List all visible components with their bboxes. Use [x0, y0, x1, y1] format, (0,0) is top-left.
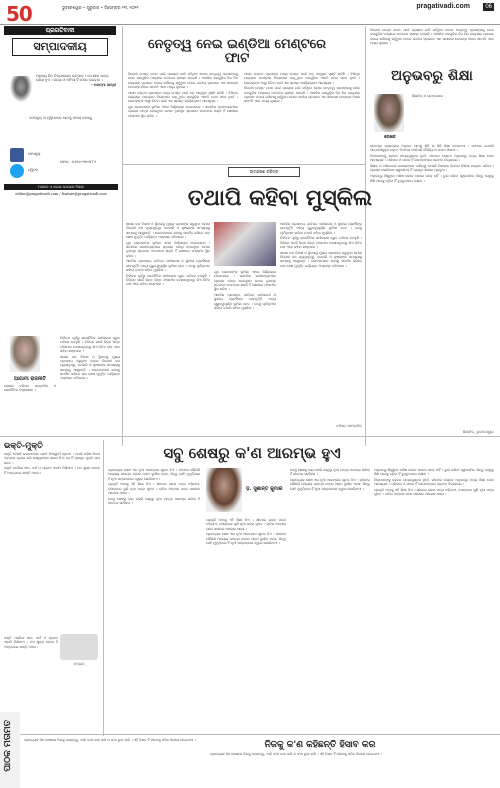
bottom-headline: ସବୁ ଶେଷରୁ କ'ଣ ଆରମ୍ଭ ହୁଏ	[163, 444, 341, 462]
strip-text-right: ପ୍ରତ୍ୟେକ ଦିନ ଶେଷରେ ନିଜକୁ ପଚାରନ୍ତୁ, ଆଜି କ'ଣ ଭଲ କଲି ଓ କ'ଣ ଭୁଲ କଲି । ଏହି ହିସାବ ହିଁ ଜୀବନକୁ ସଠିକ ଦିଗରେ ନେଇଯାଏ ।	[210, 752, 382, 756]
main-para: ଆଞ୍ଚଳିକ ପ୍ରସଙ୍ଗ, ଜାତିଗତ ସମୀକରଣ ଓ ସ୍ଥାନୀୟ ପ୍ରାର୍ଥୀଙ୍କ ଭାବମୂର୍ତ୍ତି ମଧ୍ୟ ଗୁରୁତ୍ୱପୂର୍ଣ୍ଣ ଭୂମିକା ନେବ । ତେଣୁ ପୂର୍ବାନୁମାନ କରିବା ତଥାପି କହିବା ମୁସ୍କିଲ ।	[280, 222, 362, 235]
top-para: ଆସନ ବଣ୍ଟନ ପ୍ରସଙ୍ଗ ମଧ୍ୟ ମେଣ୍ଟ ପାଇଁ ବଡ଼ ଆହ୍ୱାନ ସୃଷ୍ଟି କରିଛି । ବିଭିନ୍ନ ରାଜ୍ୟରେ ପରସ୍ପର ବିରୋଧରେ ଲଢ଼ୁଥିବା ଦଳଗୁଡ଼ିକ ଏକାଠି ହେବା ସହଜ ନୁହେଁ । ଭୋଟରଙ୍କ ଆସ୍ଥା ଜିତିବା ପାଇଁ ଏକ ସ୍ପଷ୍ଟ କାର୍ଯ୍ୟକ୍ରମ ଆବଶ୍ୟକ ।	[128, 90, 238, 104]
bhakti-body	[4, 452, 100, 632]
right-top-para: ବିରୋଧୀ ମେଣ୍ଟ ଗଠନ ପାଇଁ ପ୍ରୟାସ ଜାରି ରହିଥିବା ବେଳେ ନେତୃତ୍ୱ ପ୍ରସଙ୍ଗକୁ ନେଇ ଦଳଗୁଡ଼ିକ ମଧ୍ୟରେ ମତଭେଦ ସ୍ପଷ୍ଟ ହୋଇଛି । ଆଞ୍ଚଳିକ ଦଳଗୁଡ଼ିକ ନିଜ ନିଜ ରାଜ୍ୟରେ ପ୍ରଭାବ ବଜାୟ ରଖିବାକୁ ଚାହୁଁଥିବା ବେଳେ ଜାତୀୟ ସ୍ତରରେ ଏକ ସାଧାରଣ ନେତାଙ୍କ ନାଁରେ ସହମତି ଏବେ ମଧ୍ୟ ଦୂରରେ ।	[370, 28, 494, 45]
main-para: ଯୁବ ଭୋଟରଙ୍କ ଭୂମିକା ଏଥର ନିର୍ଣ୍ଣାୟକ ହୋଇପାରେ । ସାମାଜିକ ଗଣମାଧ୍ୟମରେ ପ୍ରଚାର ତୀବ୍ର ହୋଇଥିବା ବେଳେ ତୃଣମୂଳ ସ୍ତରରେ ସଂଗଠନର ଶକ୍ତି ହିଁ ଶେଷରେ ଫଳାଫଳ ସ୍ଥିର କରିବ ।	[214, 270, 276, 292]
quote-text: ମନୁଷ୍ୟ ନିଜ ଚିନ୍ତାଧାରାର ଉତ୍ପାଦ । ସେ ଯାହା ଭାବେ, ସେୟା ହୁଏ । ସତ୍ୟ ଓ ଅହିଂସା ହିଁ ମୋର ଭଗବାନ ।	[36, 74, 110, 83]
top-para: ଆସନ ବଣ୍ଟନ ପ୍ରସଙ୍ଗ ମଧ୍ୟ ମେଣ୍ଟ ପାଇଁ ବଡ଼ ଆହ୍ୱାନ ସୃଷ୍ଟି କରିଛି । ବିଭିନ୍ନ ରାଜ୍ୟରେ ପରସ୍ପର ବିରୋଧରେ ଲଢ଼ୁଥିବା ଦଳଗୁଡ଼ିକ ଏକାଠି ହେବା ସହଜ ନୁହେଁ । ଭୋଟରଙ୍କ ଆସ୍ଥା ଜିତିବା ପାଇଁ ଏକ ସ୍ପଷ୍ଟ କାର୍ଯ୍ୟକ୍ରମ ଆବଶ୍ୟକ ।	[244, 72, 360, 85]
bhakti-image	[60, 634, 98, 660]
main-para: ଶାସକ ଦଳ ବିକାଶ ଓ ସ୍ଥିରତାକୁ ମୁଖ୍ୟ ପ୍ରସଙ୍ଗ କରୁଥିବା ବେଳେ ବିରୋଧୀ ଦଳ ମୂଲ୍ୟବୃଦ୍ଧି, ବେକାରି ଓ କୃଷକଙ୍କ ସମସ୍ୟାକୁ ସାମ୍ନାକୁ ଆଣୁଛନ୍ତି । ଭୋଟରମାନେ କାହାକୁ ସମର୍ଥନ କରିବେ ତାହା ଶେଷ ମୁହୂର୍ତ୍ତ ପର୍ଯ୍ୟନ୍ତ ଅସ୍ପଷ୍ଟ ରହିପାରେ ।	[126, 222, 210, 239]
bottom-para: ପ୍ରକୃତି ଆମକୁ ଏହି ଶିକ୍ଷା ଦିଏ । ଶୀତରେ ଗଛର ପତ୍ର ଝଡ଼ିଯାଏ, ବସନ୍ତରେ ପୁଣି ନୂଆ ପତ୍ର ଫୁଟେ । ରାତିର ଅନ୍ଧାର ପରେ ସକାଳର ଆଲୋକ ଆସେ ।	[108, 482, 200, 495]
editorial-heading: ସମ୍ପାଦକୀୟ	[12, 38, 108, 56]
bottom-para: ପିଲାମାନଙ୍କୁ କେବଳ ପାଠ୍ୟପୁସ୍ତକ ନୁହେଁ, ଜୀବନର ବାସ୍ତବ ଅନୁଭବରୁ ମଧ୍ୟ ଶିକ୍ଷା ଦେବା ଆବଶ୍ୟକ । ପରିବାର ଓ ସମାଜ ହିଁ ସେମାନଙ୍କର ପ୍ରଥମ ବିଦ୍ୟାଳୟ ।	[374, 478, 494, 487]
right-headline: ଅନୁଭବରୁ ଶିକ୍ଷା	[391, 68, 473, 84]
bhakti-para: ଭକ୍ତି ମାର୍ଗରେ ଜ୍ଞାନ, କର୍ମ ଓ ପ୍ରେମ ଏକାଠି ମିଶିଥାଏ । ମନ ଶୁଦ୍ଧ ହେଲେ ହିଁ ଅନ୍ତରରେ ଶାନ୍ତି ଆସେ ।	[4, 636, 58, 649]
address-bar: ମତାମତ ଓ ଲେଖା ପଠାଇବା ଠିକଣା	[4, 184, 118, 190]
right-footer-tag: ଶିକ୍ଷାବିତ୍, ଭୁବନେଶ୍ୱର	[462, 430, 494, 434]
contact-email[interactable]: editor@pragativadi.com / feature@pragativadi.com	[15, 192, 107, 196]
author-photo	[10, 336, 40, 372]
article-photo	[214, 222, 276, 266]
main-para: ନିର୍ବାଚନ ପୂର୍ବରୁ ରାଜନୈତିକ ସମୀକରଣ ଦ୍ରୁତ ଗତିରେ ବଦଳୁଛି । ବିଭିନ୍ନ ସର୍ଭେ ଭିନ୍ନ ଭିନ୍ନ ଫଳାଫଳ ଦେଖାଉଥିବାରୁ କିଏ ଜିତିବ ତାହା ଏବେ କହିବା କଷ୍ଟକର ।	[280, 236, 362, 249]
bottom-col1	[108, 468, 200, 730]
site-url[interactable]: pragativadi.com	[416, 3, 470, 10]
reader-corner-label: ପାଠକ ମତାମତ	[3, 720, 13, 772]
bottom-col4	[374, 468, 494, 730]
social-icons	[4, 144, 118, 180]
strip-text-left: ପ୍ରତ୍ୟେକ ଦିନ ଶେଷରେ ନିଜକୁ ପଚାରନ୍ତୁ, ଆଜି କ'ଣ ଭଲ କଲି ଓ କ'ଣ ଭୁଲ କଲି । ଏହି ହିସାବ ହିଁ ଜୀବନକୁ ସଠିକ ଦିଗରେ ନେଇଯାଏ ।	[24, 738, 196, 742]
bottom-para: ତେଣୁ ଶେଷକୁ ଭୟ ନକରି ସେଥିରୁ ନୂଆ ଯାତ୍ରା ଆରମ୍ଭ କରିବା ହିଁ ଜୀବନର ସାର୍ଥକତା ।	[108, 496, 200, 506]
bottom-para: ଅନୁଭବରୁ ଶିଖୁଥିବା ମଣିଷ କେବେ ପଛରେ ପଡ଼େ ନାହିଁ । ଭୁଲ କରିବା ସ୍ୱାଭାବିକ, କିନ୍ତୁ ସେଥିରୁ ଶିଖି ଆଗକୁ ବଢ଼ିବା ହିଁ ବୁଦ୍ଧିମାନର ଲକ୍ଷଣ ।	[374, 468, 494, 477]
main-para: ଆଞ୍ଚଳିକ ପ୍ରସଙ୍ଗ, ଜାତିଗତ ସମୀକରଣ ଓ ସ୍ଥାନୀୟ ପ୍ରାର୍ଥୀଙ୍କ ଭାବମୂର୍ତ୍ତି ମଧ୍ୟ ଗୁରୁତ୍ୱପୂର୍ଣ୍ଣ ଭୂମିକା ନେବ । ତେଣୁ ପୂର୍ବାନୁମାନ କରିବା ତଥାପି କହିବା ମୁସ୍କିଲ ।	[126, 259, 210, 272]
main-para: ନିର୍ବାଚନ ପୂର୍ବରୁ ରାଜନୈତିକ ସମୀକରଣ ଦ୍ରୁତ ଗତିରେ ବଦଳୁଛି । ବିଭିନ୍ନ ସର୍ଭେ ଭିନ୍ନ ଭିନ୍ନ ଫଳାଫଳ ଦେଖାଉଥିବାରୁ କିଏ ଜିତିବ ତାହା ଏବେ କହିବା କଷ୍ଟକର ।	[60, 336, 120, 353]
social-label: ଫେସବୁକ୍ ଓ ଟ୍ୱିଟରରେ ଆମକୁ ଫଲୋ କରନ୍ତୁ	[29, 116, 93, 120]
right-bio: ଶିକ୍ଷାବିତ୍ ଓ ସ୍ତମ୍ଭକାର	[412, 94, 443, 98]
main-col1	[60, 336, 120, 432]
bhakti-heading: ଭକ୍ତି-ମୁକ୍ତି	[4, 440, 43, 450]
right-author-photo	[374, 94, 404, 132]
top-para: ଯୁବ ଭୋଟରଙ୍କ ଭୂମିକା ଏଥର ନିର୍ଣ୍ଣାୟକ ହୋଇପାରେ । ସାମାଜିକ ଗଣମାଧ୍ୟମରେ ପ୍ରଚାର ତୀବ୍ର ହୋଇଥିବା ବେଳେ ତୃଣମୂଳ ସ୍ତରରେ ସଂଗଠନର ଶକ୍ତି ହିଁ ଶେଷରେ ଫଳାଫଳ ସ୍ଥିର କରିବ ।	[128, 105, 238, 118]
main-para: ଶାସକ ଦଳ ବିକାଶ ଓ ସ୍ଥିରତାକୁ ମୁଖ୍ୟ ପ୍ରସଙ୍ଗ କରୁଥିବା ବେଳେ ବିରୋଧୀ ଦଳ ମୂଲ୍ୟବୃଦ୍ଧି, ବେକାରି ଓ କୃଷକଙ୍କ ସମସ୍ୟାକୁ ସାମ୍ନାକୁ ଆଣୁଛନ୍ତି । ଭୋଟରମାନେ କାହାକୁ ସମର୍ଥନ କରିବେ ତାହା ଶେଷ ମୁହୂର୍ତ୍ତ ପର୍ଯ୍ୟନ୍ତ ଅସ୍ପଷ୍ଟ ରହିପାରେ ।	[60, 354, 120, 381]
main-author: ଆଗାମୀ ରାଜନୀତି	[14, 376, 46, 382]
masthead	[0, 0, 500, 25]
gandhi-portrait	[10, 76, 32, 102]
main-author-bio: ଲେଖକ ବରିଷ୍ଠ ସାମ୍ବାଦିକ ଓ ରାଜନୈତିକ ବିଶ୍ଳେଷକ ।	[4, 384, 56, 393]
main-signature: ବରିଷ୍ଠ ସାମ୍ବାଦିକ	[336, 424, 362, 428]
gandhi-quote	[36, 74, 116, 87]
anniversary-logo: 50	[6, 2, 32, 26]
top-para: ବିରୋଧୀ ମେଣ୍ଟ ଗଠନ ପାଇଁ ପ୍ରୟାସ ଜାରି ରହିଥିବା ବେଳେ ନେତୃତ୍ୱ ପ୍ରସଙ୍ଗକୁ ନେଇ ଦଳଗୁଡ଼ିକ ମଧ୍ୟରେ ମତଭେଦ ସ୍ପଷ୍ଟ ହୋଇଛି । ଆଞ୍ଚଳିକ ଦଳଗୁଡ଼ିକ ନିଜ ନିଜ ରାଜ୍ୟରେ ପ୍ରଭାବ ବଜାୟ ରଖିବାକୁ ଚାହୁଁଥିବା ବେଳେ ଜାତୀୟ ସ୍ତରରେ ଏକ ସାଧାରଣ ନେତାଙ୍କ ନାଁରେ ସହମତି ଏବେ ମଧ୍ୟ ଦୂରରେ ।	[128, 72, 238, 89]
bhakti-column-label: ସଂଗ୍ରହ	[73, 662, 85, 666]
paper-banner: ପ୍ରଗତିବାଦୀ	[4, 26, 116, 35]
main-para: ନିର୍ବାଚନ ପୂର୍ବରୁ ରାଜନୈତିକ ସମୀକରଣ ଦ୍ରୁତ ଗତିରେ ବଦଳୁଛି । ବିଭିନ୍ନ ସର୍ଭେ ଭିନ୍ନ ଭିନ୍ନ ଫଳାଫଳ ଦେଖାଉଥିବାରୁ କିଏ ଜିତିବ ତାହା ଏବେ କହିବା କଷ୍ଟକର ।	[126, 273, 210, 287]
dateline: ଭୁବନେଶ୍ୱର • ଗୁରୁବାର • ଡିସେମ୍ବର ୨୩, ୨୦୨୧	[62, 5, 139, 10]
quote-author: - ମହାତ୍ମା ଗାନ୍ଧୀ	[91, 82, 116, 87]
page-number: 06	[485, 4, 492, 10]
main-col3	[214, 270, 276, 432]
bottom-para: ପ୍ରକୃତି ଆମକୁ ଏହି ଶିକ୍ଷା ଦିଏ । ଶୀତରେ ଗଛର ପତ୍ର ଝଡ଼ିଯାଏ, ବସନ୍ତରେ ପୁଣି ନୂଆ ପତ୍ର ଫୁଟେ । ରାତିର ଅନ୍ଧାର ପରେ ସକାଳର ଆଲୋକ ଆସେ ।	[206, 518, 286, 531]
facebook-icon[interactable]	[10, 148, 24, 162]
bottom-para: ପ୍ରତ୍ୟେକ ଶେଷ ଏକ ନୂଆ ଆରମ୍ଭର ସୂଚନା ଦିଏ । ଜୀବନର କୌଣସି ଅଧ୍ୟାୟ ସମାପ୍ତ ହେଲେ ଆମେ ଦୁଃଖିତ ହେଉ, କିନ୍ତୁ ସେହି ମୁହୂର୍ତ୍ତରେ ହିଁ ନୂଆ ସମ୍ଭାବନାର ଦ୍ୱାର ଖୋଲିଥାଏ ।	[206, 532, 286, 545]
top-article-col1	[128, 72, 238, 160]
right-author: ଲେଖକ	[384, 134, 396, 139]
reader-corner-tab	[0, 712, 20, 788]
editorial-sidebar	[0, 24, 122, 324]
bottom-author: ଡ଼. ସୁଶାନ୍ତ କୁମାର	[246, 486, 283, 492]
bottom-author-photo	[206, 468, 242, 512]
main-para: ଆଞ୍ଚଳିକ ପ୍ରସଙ୍ଗ, ଜାତିଗତ ସମୀକରଣ ଓ ସ୍ଥାନୀୟ ପ୍ରାର୍ଥୀଙ୍କ ଭାବମୂର୍ତ୍ତି ମଧ୍ୟ ଗୁରୁତ୍ୱପୂର୍ଣ୍ଣ ଭୂମିକା ନେବ । ତେଣୁ ପୂର୍ବାନୁମାନ କରିବା ତଥାପି କହିବା ମୁସ୍କିଲ ।	[214, 292, 276, 310]
bottom-para: ପ୍ରତ୍ୟେକ ଶେଷ ଏକ ନୂଆ ଆରମ୍ଭର ସୂଚନା ଦିଏ । ଜୀବନର କୌଣସି ଅଧ୍ୟାୟ ସମାପ୍ତ ହେଲେ ଆମେ ଦୁଃଖିତ ହେଉ, କିନ୍ତୁ ସେହି ମୁହୂର୍ତ୍ତରେ ହିଁ ନୂଆ ସମ୍ଭାବନାର ଦ୍ୱାର ଖୋଲିଥାଏ ।	[108, 468, 200, 481]
bottom-para: ତେଣୁ ଶେଷକୁ ଭୟ ନକରି ସେଥିରୁ ନୂଆ ଯାତ୍ରା ଆରମ୍ଭ କରିବା ହିଁ ଜୀବନର ସାର୍ଥକତା ।	[290, 468, 370, 477]
phone-label: ଫୋନ୍ : ୦୬୭୪-୨୩୯୭୮୮୬	[60, 160, 97, 164]
right-para: ଜୀବନରେ ପ୍ରତ୍ୟେକ ଅନୁଭବ ଆମକୁ କିଛି ନା କିଛି ଶିକ୍ଷା ଦେଇଥାଏ । ସଫଳତା ଯେପରି ଆତ୍ମବିଶ୍ୱାସ ବଢ଼ାଏ, ବିଫଳତା ସେହିପରି ଧୈର୍ଯ୍ୟ ଓ ସଂଯମ ଶିଖାଏ ।	[370, 144, 494, 153]
main-col4	[280, 222, 362, 422]
contact-address	[4, 184, 118, 196]
twitter-label: ଟ୍ୱିଟର	[28, 168, 39, 172]
top-headline: ନେତୃତ୍ୱ ନେଇ ଇଣ୍ଡିଆ ମେଣ୍ଟରେ ଫାଟ	[148, 37, 326, 66]
right-para: ଅନୁଭବରୁ ଶିଖୁଥିବା ମଣିଷ କେବେ ପଛରେ ପଡ଼େ ନାହିଁ । ଭୁଲ କରିବା ସ୍ୱାଭାବିକ, କିନ୍ତୁ ସେଥିରୁ ଶିଖି ଆଗକୁ ବଢ଼ିବା ହିଁ ବୁଦ୍ଧିମାନର ଲକ୍ଷଣ ।	[370, 174, 494, 183]
bhakti-para: ଭକ୍ତି ହେଉଛି ଭଗବାନଙ୍କ ପ୍ରତି ନିଃସ୍ୱାର୍ଥ ପ୍ରେମ । ଯେଉଁ ମଣିଷ ନିଜର ଅହଂକାର ତ୍ୟାଗ କରି ଈଶ୍ୱରଙ୍କ ଶରଣ ନିଏ, ସେ ହିଁ ପ୍ରକୃତ ମୁକ୍ତି ଲାଭ କରେ ।	[4, 452, 100, 465]
bottom-col2	[206, 518, 286, 730]
main-col2	[126, 222, 210, 432]
bhakti-para: ଭକ୍ତି ମାର୍ଗରେ ଜ୍ଞାନ, କର୍ମ ଓ ପ୍ରେମ ଏକାଠି ମିଶିଥାଏ । ମନ ଶୁଦ୍ଧ ହେଲେ ହିଁ ଅନ୍ତରରେ ଶାନ୍ତି ଆସେ ।	[4, 466, 100, 475]
top-para: ବିରୋଧୀ ମେଣ୍ଟ ଗଠନ ପାଇଁ ପ୍ରୟାସ ଜାରି ରହିଥିବା ବେଳେ ନେତୃତ୍ୱ ପ୍ରସଙ୍ଗକୁ ନେଇ ଦଳଗୁଡ଼ିକ ମଧ୍ୟରେ ମତଭେଦ ସ୍ପଷ୍ଟ ହୋଇଛି । ଆଞ୍ଚଳିକ ଦଳଗୁଡ଼ିକ ନିଜ ନିଜ ରାଜ୍ୟରେ ପ୍ରଭାବ ବଜାୟ ରଖିବାକୁ ଚାହୁଁଥିବା ବେଳେ ଜାତୀୟ ସ୍ତରରେ ଏକ ସାଧାରଣ ନେତାଙ୍କ ନାଁରେ ସହମତି ଏବେ ମଧ୍ୟ ଦୂରରେ ।	[244, 86, 360, 104]
main-para: ଶାସକ ଦଳ ବିକାଶ ଓ ସ୍ଥିରତାକୁ ମୁଖ୍ୟ ପ୍ରସଙ୍ଗ କରୁଥିବା ବେଳେ ବିରୋଧୀ ଦଳ ମୂଲ୍ୟବୃଦ୍ଧି, ବେକାରି ଓ କୃଷକଙ୍କ ସମସ୍ୟାକୁ ସାମ୍ନାକୁ ଆଣୁଛନ୍ତି । ଭୋଟରମାନେ କାହାକୁ ସମର୍ଥନ କରିବେ ତାହା ଶେଷ ମୁହୂର୍ତ୍ତ ପର୍ଯ୍ୟନ୍ତ ଅସ୍ପଷ୍ଟ ରହିପାରେ ।	[280, 250, 362, 268]
right-body	[370, 144, 494, 430]
top-article-col2	[244, 72, 360, 160]
twitter-icon[interactable]	[10, 164, 24, 178]
bottom-col3	[290, 468, 370, 730]
main-kicker: ଉଦାହରଣ ଚରିତ୍ର	[228, 167, 300, 177]
bottom-para: ପ୍ରତ୍ୟେକ ଶେଷ ଏକ ନୂଆ ଆରମ୍ଭର ସୂଚନା ଦିଏ । ଜୀବନର କୌଣସି ଅଧ୍ୟାୟ ସମାପ୍ତ ହେଲେ ଆମେ ଦୁଃଖିତ ହେଉ, କିନ୍ତୁ ସେହି ମୁହୂର୍ତ୍ତରେ ହିଁ ନୂଆ ସମ୍ଭାବନାର ଦ୍ୱାର ଖୋଲିଥାଏ ।	[290, 478, 370, 491]
main-headline: ତଥାପି କହିବା ମୁସ୍କିଲ	[187, 186, 373, 211]
right-para: ଶିକ୍ଷକ ଓ ଅଭିଭାବକ ଉଭୟଙ୍କର ଦାୟିତ୍ୱ ହେଉଛି ପିଲାଙ୍କ ଭିତରେ ଜିଜ୍ଞାସା ଜାଗ୍ରତ କରିବା । ପ୍ରଶ୍ନ ପଚାରିବାର ସ୍ୱାଧୀନତା ହିଁ ପ୍ରକୃତ ଶିକ୍ଷାର ମୂଳଦୁଆ ।	[370, 164, 494, 173]
main-para: ଯୁବ ଭୋଟରଙ୍କ ଭୂମିକା ଏଥର ନିର୍ଣ୍ଣାୟକ ହୋଇପାରେ । ସାମାଜିକ ଗଣମାଧ୍ୟମରେ ପ୍ରଚାର ତୀବ୍ର ହୋଇଥିବା ବେଳେ ତୃଣମୂଳ ସ୍ତରରେ ସଂଗଠନର ଶକ୍ତି ହିଁ ଶେଷରେ ଫଳାଫଳ ସ୍ଥିର କରିବ ।	[126, 240, 210, 258]
right-para: ପିଲାମାନଙ୍କୁ କେବଳ ପାଠ୍ୟପୁସ୍ତକ ନୁହେଁ, ଜୀବନର ବାସ୍ତବ ଅନୁଭବରୁ ମଧ୍ୟ ଶିକ୍ଷା ଦେବା ଆବଶ୍ୟକ । ପରିବାର ଓ ସମାଜ ହିଁ ସେମାନଙ୍କର ପ୍ରଥମ ବିଦ୍ୟାଳୟ ।	[370, 154, 494, 163]
bottom-para: ପ୍ରକୃତି ଆମକୁ ଏହି ଶିକ୍ଷା ଦିଏ । ଶୀତରେ ଗଛର ପତ୍ର ଝଡ଼ିଯାଏ, ବସନ୍ତରେ ପୁଣି ନୂଆ ପତ୍ର ଫୁଟେ । ରାତିର ଅନ୍ଧାର ପରେ ସକାଳର ଆଲୋକ ଆସେ ।	[374, 488, 494, 497]
facebook-label: ଫେସବୁକ୍	[28, 152, 41, 156]
strip-headline: ନିଜକୁ କ'ଣ କହିଛନ୍ତି ହିସାବ କର	[264, 740, 376, 750]
right-top-col	[370, 28, 494, 66]
